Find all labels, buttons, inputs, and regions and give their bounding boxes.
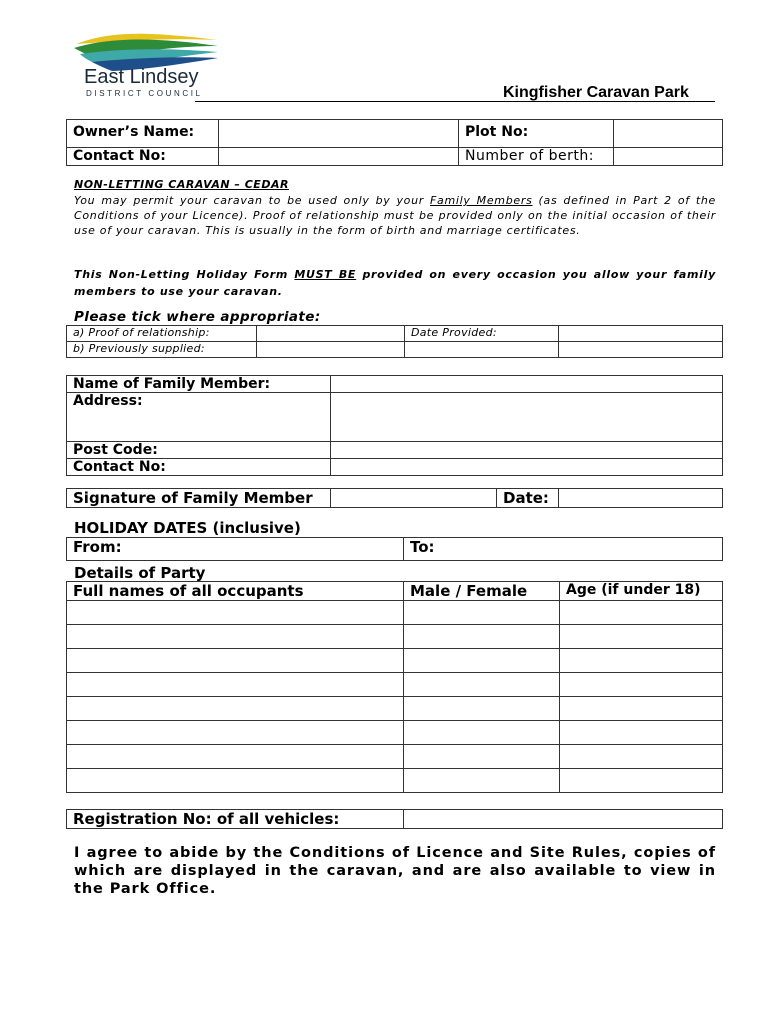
non-letting-heading: NON-LETTING CARAVAN – CEDAR <box>74 178 289 191</box>
logo-subtitle: DISTRICT COUNCIL <box>86 89 203 98</box>
party-heading: Details of Party <box>74 564 206 582</box>
postcode-label: Post Code: <box>67 442 331 459</box>
occupant-age-field[interactable] <box>560 649 723 673</box>
table-row <box>67 601 723 625</box>
table-row <box>67 745 723 769</box>
tick-table <box>66 325 723 358</box>
signature-table <box>66 488 723 508</box>
tick-heading: Please tick where appropriate: <box>74 309 321 325</box>
occupant-age-field[interactable] <box>560 721 723 745</box>
proof-of-relationship-tick[interactable] <box>257 326 405 342</box>
family-members-link: Family Members <box>430 194 533 207</box>
holiday-dates-heading: HOLIDAY DATES (inclusive) <box>74 519 301 537</box>
occupant-name-field[interactable] <box>67 601 404 625</box>
contact-no-field[interactable] <box>219 148 459 166</box>
table-row <box>67 769 723 793</box>
park-title: Kingfisher Caravan Park <box>503 84 689 101</box>
occupant-age-field[interactable] <box>560 745 723 769</box>
notice-paragraph <box>74 266 716 300</box>
occupant-age-field[interactable] <box>560 625 723 649</box>
family-name-label: Name of Family Member: <box>67 376 331 393</box>
occupant-gender-field[interactable] <box>404 649 560 673</box>
berth-field[interactable] <box>614 148 723 166</box>
plot-no-field[interactable] <box>614 120 723 148</box>
occupant-name-field[interactable] <box>67 625 404 649</box>
occupant-age-field[interactable] <box>560 769 723 793</box>
postcode-field[interactable] <box>331 442 723 459</box>
occupant-gender-field[interactable] <box>404 673 560 697</box>
contact-no-label: Contact No: <box>67 148 219 166</box>
owners-name-field[interactable] <box>219 120 459 148</box>
owner-table <box>66 119 723 166</box>
previously-supplied-tick[interactable] <box>257 342 405 358</box>
header-rule <box>195 101 715 102</box>
signature-field[interactable] <box>331 489 497 508</box>
proof-of-relationship-label: a) Proof of relationship: <box>67 326 257 342</box>
previously-supplied-label: b) Previously supplied: <box>67 342 257 358</box>
occupant-age-field[interactable] <box>560 673 723 697</box>
date-provided-field[interactable] <box>559 326 723 342</box>
holiday-dates-table <box>66 537 723 561</box>
intro-text-after: (as defined in Part 2 of the Conditions of your Licence). Proof of relationship must be provided only on the initial occasion of their use of your caravan. This is usually in the form of birth and marriage certificates. <box>74 194 716 237</box>
address-label: Address: <box>67 393 331 442</box>
signature-label: Signature of Family Member <box>67 489 331 508</box>
occupant-gender-field[interactable] <box>404 769 560 793</box>
occupant-age-field[interactable] <box>560 601 723 625</box>
council-logo <box>72 30 222 102</box>
col-gender: Male / Female <box>404 582 560 601</box>
occupant-gender-field[interactable] <box>404 721 560 745</box>
notice-must-be: MUST BE <box>294 268 357 281</box>
occupant-gender-field[interactable] <box>404 601 560 625</box>
vehicles-field[interactable] <box>404 810 723 829</box>
occupant-name-field[interactable] <box>67 697 404 721</box>
signature-date-field[interactable] <box>559 489 723 508</box>
occupant-age-field[interactable] <box>560 697 723 721</box>
notice-text-before: This Non-Letting Holiday Form <box>74 268 295 281</box>
to-label[interactable]: To: <box>404 538 723 561</box>
family-contact-field[interactable] <box>331 459 723 476</box>
from-label[interactable]: From: <box>67 538 404 561</box>
intro-paragraph <box>74 193 716 238</box>
notice-text-after: provided on every occasion you allow your family members to use your caravan. <box>74 268 716 298</box>
occupant-name-field[interactable] <box>67 745 404 769</box>
occupant-name-field[interactable] <box>67 673 404 697</box>
tick-empty-cell <box>559 342 723 358</box>
owners-name-label: Owner’s Name: <box>67 120 219 148</box>
occupant-gender-field[interactable] <box>404 745 560 769</box>
plot-no-label: Plot No: <box>459 120 614 148</box>
occupant-name-field[interactable] <box>67 721 404 745</box>
family-name-field[interactable] <box>331 376 723 393</box>
occupant-name-field[interactable] <box>67 649 404 673</box>
date-provided-label: Date Provided: <box>405 326 559 342</box>
table-row <box>67 721 723 745</box>
table-row <box>67 697 723 721</box>
intro-text-before: You may permit your caravan to be used only by your <box>74 194 431 207</box>
occupant-gender-field[interactable] <box>404 625 560 649</box>
berth-label: Number of berth: <box>459 148 614 166</box>
occupant-name-field[interactable] <box>67 769 404 793</box>
logo-name: East Lindsey <box>84 66 199 88</box>
occupant-gender-field[interactable] <box>404 697 560 721</box>
family-contact-label: Contact No: <box>67 459 331 476</box>
col-full-names: Full names of all occupants <box>67 582 404 601</box>
table-row <box>67 625 723 649</box>
table-row <box>67 673 723 697</box>
table-row <box>67 649 723 673</box>
col-age: Age (if under 18) <box>560 582 723 601</box>
agreement-text: I agree to abide by the Conditions of Licence and Site Rules, copies of which are displayed in the caravan, and are also available to view in the Park Office. <box>74 845 716 897</box>
signature-date-label: Date: <box>497 489 559 508</box>
family-member-table <box>66 375 723 476</box>
vehicles-table <box>66 809 723 829</box>
tick-empty-cell <box>405 342 559 358</box>
vehicles-label: Registration No: of all vehicles: <box>67 810 404 829</box>
address-field[interactable] <box>331 393 723 442</box>
party-table <box>66 581 723 793</box>
